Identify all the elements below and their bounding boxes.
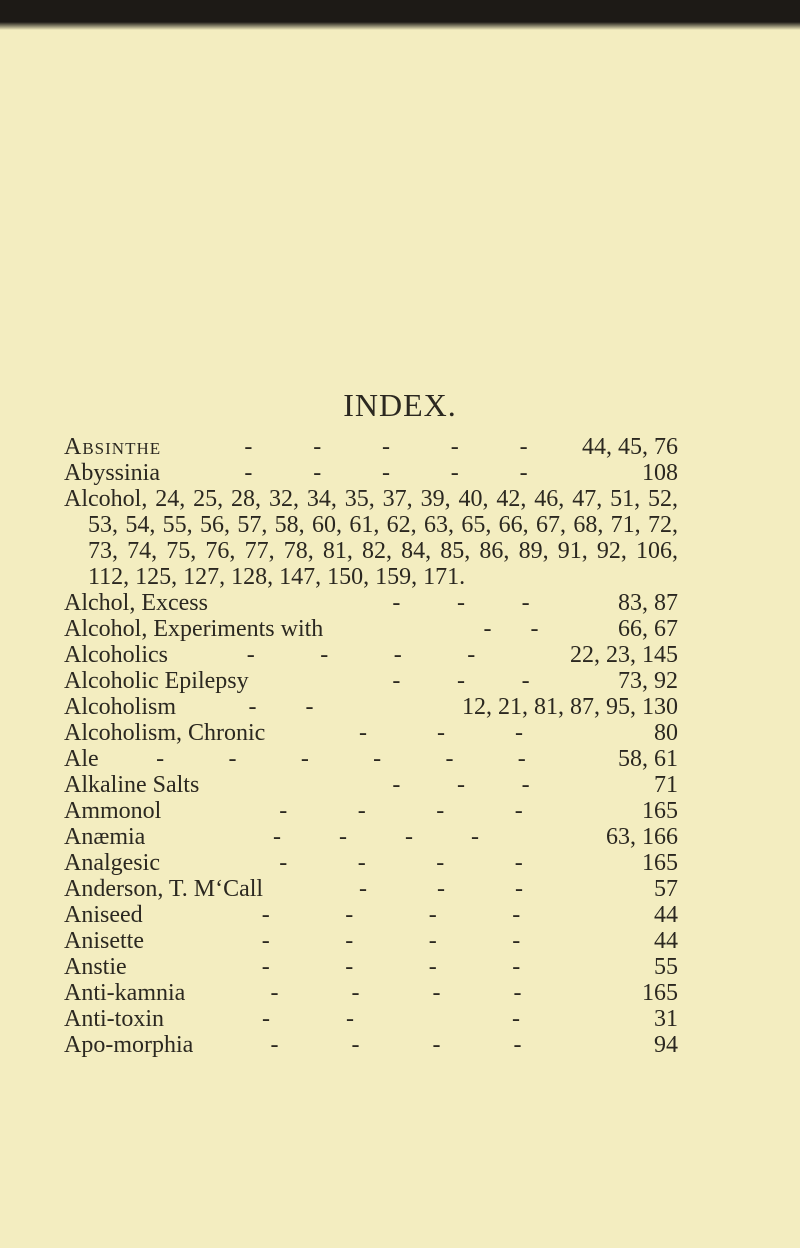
index-entry: [64, 460, 678, 486]
index-pages: 94: [654, 1032, 678, 1058]
index-term: Anæmia: [64, 824, 146, 850]
index-term: Anderson, T. M‘Call: [64, 876, 264, 902]
index-pages: 108: [642, 460, 678, 486]
index-entry: [64, 616, 678, 642]
index-entry-long: [64, 486, 678, 590]
page-top-shadow: [0, 0, 800, 30]
index-entry: [64, 876, 678, 902]
index-term: Absinthe: [64, 434, 162, 460]
index-pages: 44: [654, 902, 678, 928]
index-pages: 44: [654, 928, 678, 954]
dash-leader: - - -: [359, 876, 523, 902]
index-pages: 57: [654, 876, 678, 902]
dash-leader: - -: [248, 694, 314, 720]
dash-leader: - - - -: [270, 980, 522, 1006]
index-entry: [64, 850, 678, 876]
index-entry: [64, 1006, 678, 1032]
page-title: INDEX.: [343, 387, 457, 423]
index-term: Anti-toxin: [64, 1006, 164, 1032]
index-entry: [64, 746, 678, 772]
dash-leader: - - - -: [261, 954, 521, 980]
index-entry: [64, 824, 678, 850]
dash-leader: - - -: [262, 1006, 520, 1032]
index-term: Analgesic: [64, 850, 160, 876]
index-entry: [64, 980, 678, 1006]
dash-leader: - - - -: [270, 1032, 522, 1058]
index-entry: [64, 642, 678, 668]
index-term: Anti-kamnia: [64, 980, 186, 1006]
index-pages: 12, 21, 81, 87, 95, 130: [462, 694, 678, 720]
dash-leader: - - - - -: [244, 460, 528, 486]
index-pages: 73, 92: [618, 668, 678, 694]
index-entry: [64, 694, 678, 720]
index-pages: 24, 25, 28, 32, 34, 35, 37, 39, 40, 42, 46, 47, 51, 52, 53, 54, 55, 56, 57, 58, 60, 61, 62, 63, 65, 66, 67, 68, 71, 72, 73, 74, 75, 76, 77, 78, 81, 82, 84, 85, 86, 89, 91, 92, 106, 112, 125, 127, 128, 147, 150, 159, 171.: [88, 486, 679, 590]
dash-leader: - - - - -: [244, 434, 528, 460]
dash-leader: - - - -: [261, 928, 521, 954]
index-pages: 31: [654, 1006, 678, 1032]
index-pages: 55: [654, 954, 678, 980]
index-term: Alcoholic Epilepsy: [64, 668, 249, 694]
index-pages: 165: [642, 980, 678, 1006]
index-pages: 83, 87: [618, 590, 678, 616]
index-pages: 165: [642, 850, 678, 876]
index-term: Alcohol,: [64, 486, 148, 512]
dash-leader: - - -: [392, 668, 530, 694]
index-pages: 63, 166: [606, 824, 678, 850]
index-pages: 22, 23, 145: [570, 642, 678, 668]
index-term: Aniseed: [64, 902, 143, 928]
index-pages: 66, 67: [618, 616, 678, 642]
dash-leader: - - - - - -: [156, 746, 526, 772]
index-term: Ammonol: [64, 798, 162, 824]
dash-leader: - - - -: [246, 642, 476, 668]
index-entry: [64, 1032, 678, 1058]
index-term: Abyssinia: [64, 460, 160, 486]
index-entry: [64, 772, 678, 798]
index-term: Anstie: [64, 954, 127, 980]
dash-leader: - - -: [392, 590, 530, 616]
index-term: Alcohol, Experiments with: [64, 616, 324, 642]
index-term: Apo-morphia: [64, 1032, 194, 1058]
index-term: Ale: [64, 746, 99, 772]
index-term: Alcoholics: [64, 642, 168, 668]
dash-leader: - - -: [359, 720, 523, 746]
index-pages: 80: [654, 720, 678, 746]
index-entry: [64, 798, 678, 824]
index-list: [64, 434, 678, 1058]
index-entry: [64, 902, 678, 928]
dash-leader: - - - -: [261, 902, 521, 928]
index-entry: [64, 928, 678, 954]
index-term: Alkaline Salts: [64, 772, 200, 798]
index-pages: 165: [642, 798, 678, 824]
dash-leader: - - -: [392, 772, 530, 798]
index-pages: 44, 45, 76: [582, 434, 678, 460]
index-entry: [64, 434, 678, 460]
index-term: Alcoholism, Chronic: [64, 720, 266, 746]
index-pages: 58, 61: [618, 746, 678, 772]
index-term: Alcoholism: [64, 694, 176, 720]
index-pages: 71: [654, 772, 678, 798]
dash-leader: - -: [483, 616, 539, 642]
dash-leader: - - - -: [279, 850, 523, 876]
dash-leader: - - - -: [279, 798, 523, 824]
index-entry: [64, 590, 678, 616]
index-entry: [64, 720, 678, 746]
index-term: Alchol, Excess: [64, 590, 208, 616]
index-entry: [64, 954, 678, 980]
index-entry: [64, 668, 678, 694]
dash-leader: - - - -: [273, 824, 479, 850]
index-term: Anisette: [64, 928, 144, 954]
